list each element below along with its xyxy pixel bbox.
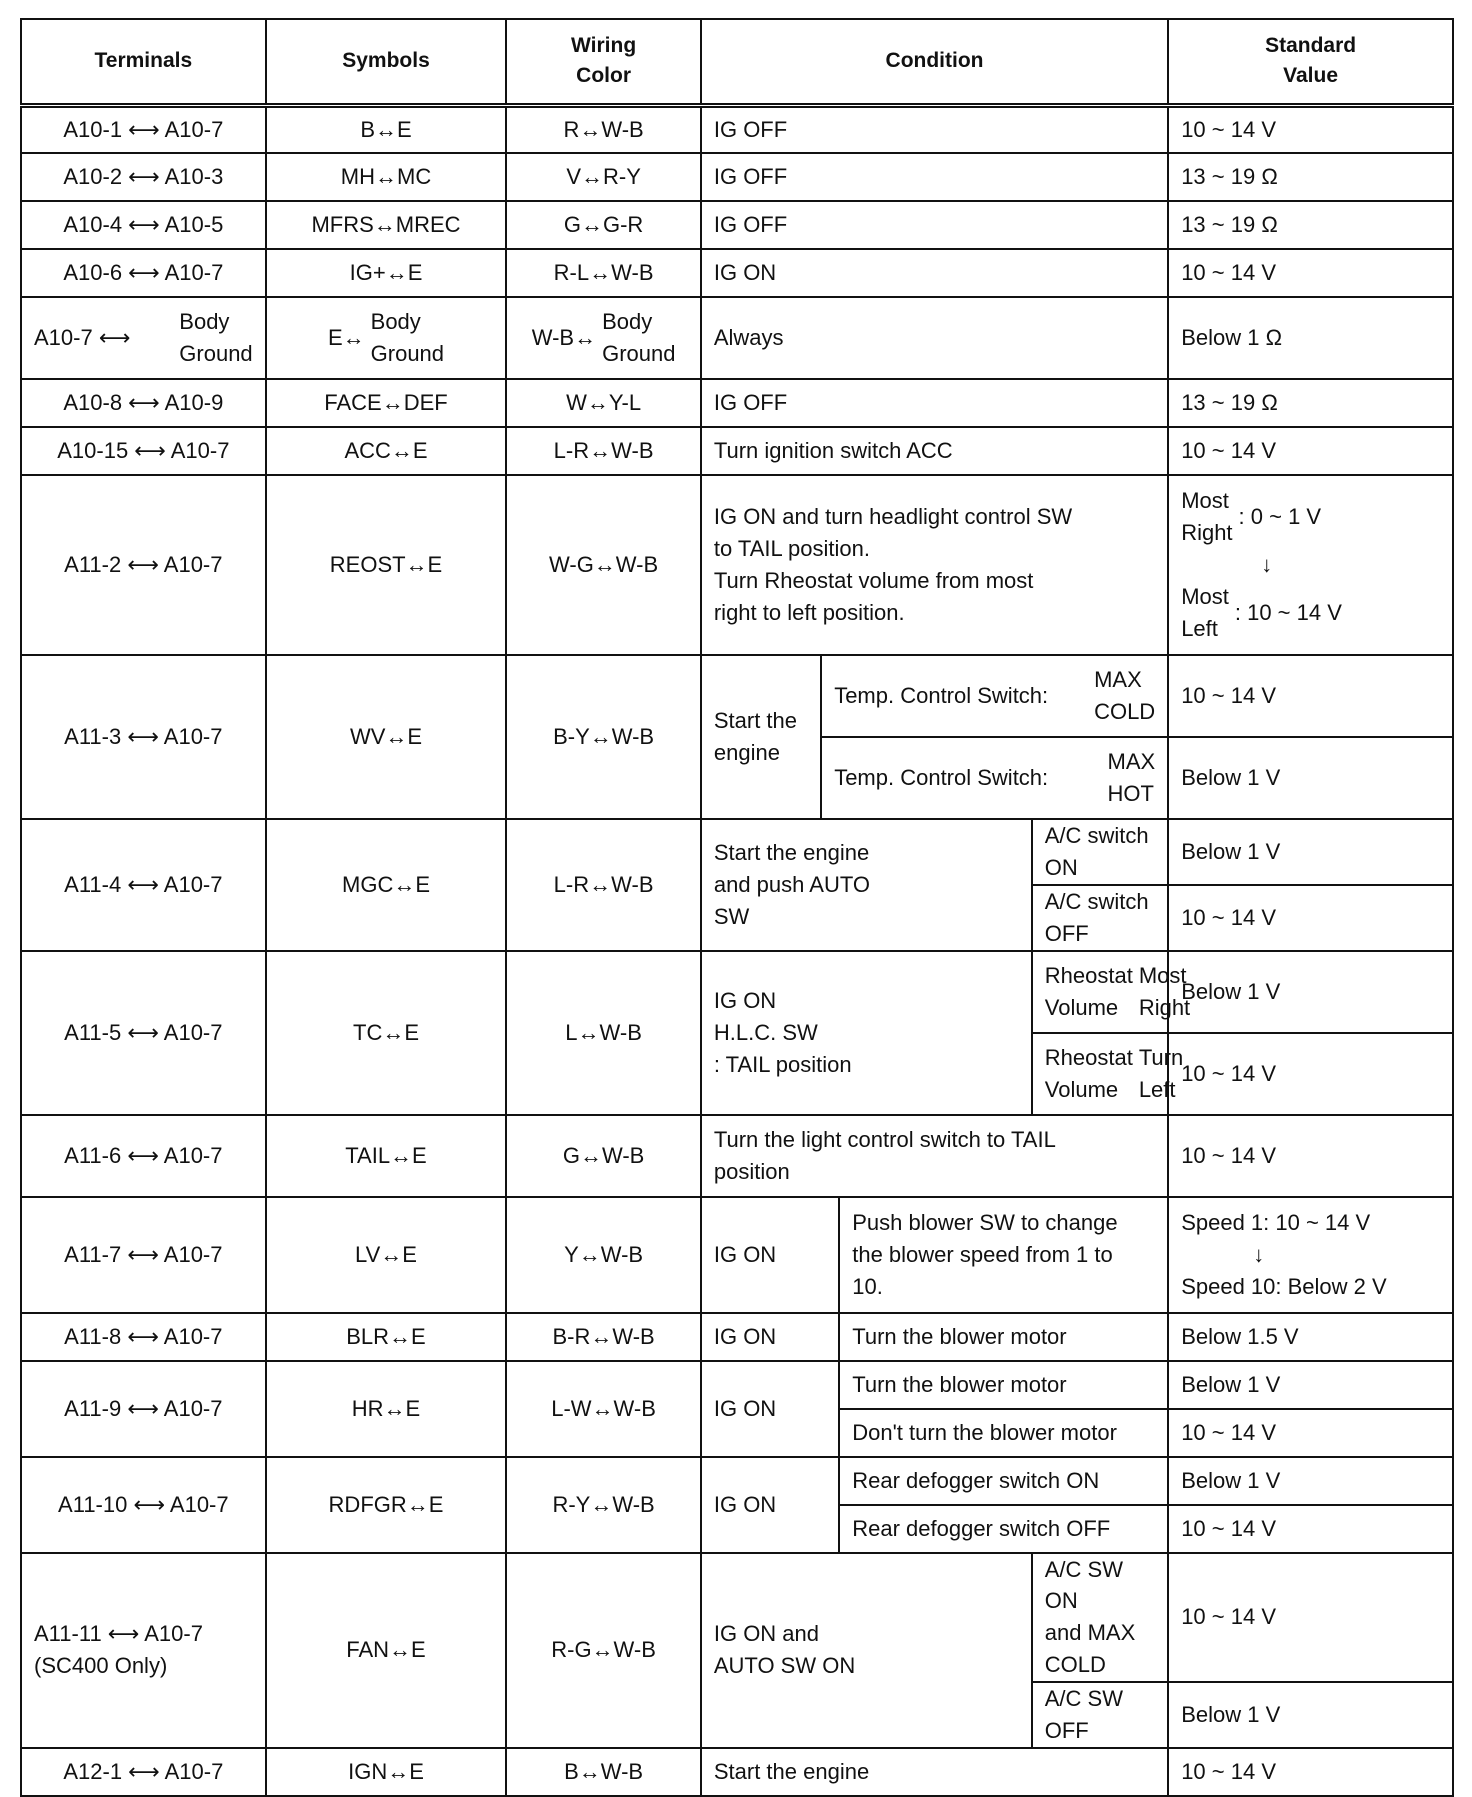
wiring-cell: R↔W-B (506, 105, 701, 153)
sub-label: Rheostat Volume (1044, 1044, 1133, 1102)
wiring-cell: W-G↔W-B (506, 475, 701, 655)
table-row (21, 475, 1453, 655)
symbol-cell: HR↔E (266, 1361, 507, 1457)
sub-condition-cell: Turn the blower motor (839, 1361, 1168, 1409)
value-cell: 13 ~ 19 Ω (1168, 201, 1453, 249)
wiring-cell: L-R↔W-B (506, 819, 701, 951)
terminal-cell: A10-1 ⟷ A10-7 (21, 105, 266, 153)
symbol-cell: MGC↔E (266, 819, 507, 951)
wiring-cell: R-Y↔W-B (506, 1457, 701, 1553)
symbol-cell: LV↔E (266, 1197, 507, 1313)
sub-label: Temp. Control Switch: (834, 683, 1049, 709)
sub-condition-cell: A/C SW ON and MAX COLD (1032, 1553, 1168, 1683)
table-row (21, 105, 1453, 153)
condition-cell: IG ON (701, 1361, 839, 1457)
symbol-cell: TAIL↔E (266, 1115, 507, 1197)
sub-label: Rheostat Volume (1044, 962, 1133, 1020)
table-row (21, 153, 1453, 201)
sub-condition-cell: Rear defogger switch OFF (839, 1505, 1168, 1553)
value-label-most-right: Most Right (1181, 488, 1233, 546)
symbol-cell: REOST↔E (266, 475, 507, 655)
table-row (21, 379, 1453, 427)
wiring-cell: Y↔W-B (506, 1197, 701, 1313)
sub-condition-cell: A/C switch OFF (1032, 885, 1168, 951)
symbol-cell: BLR↔E (266, 1313, 507, 1361)
terminal-cell: A11-8 ⟷ A10-7 (21, 1313, 266, 1361)
symbol-cell: FACE↔DEF (266, 379, 507, 427)
wiring-cell: B↔W-B (506, 1748, 701, 1796)
value-cell: Below 1 V (1168, 1457, 1453, 1505)
sub-state: Turn Left (1138, 1044, 1184, 1102)
terminal-cell: A10-2 ⟷ A10-3 (21, 153, 266, 201)
condition-cell: IG OFF (701, 379, 1168, 427)
terminal-inspection-table (20, 18, 1454, 1797)
sub-condition-cell: A/C SW OFF (1032, 1682, 1168, 1748)
sub-condition-cell (821, 737, 1168, 819)
table-row (21, 1313, 1453, 1361)
table-row (21, 655, 1453, 737)
value-most-left: : 10 ~ 14 V (1234, 599, 1342, 625)
header-symbols: Symbols (266, 19, 507, 105)
symbol-cell: FAN↔E (266, 1553, 507, 1748)
terminal-cell: A11-11 ⟷ A10-7 (SC400 Only) (21, 1553, 266, 1748)
value-cell: 10 ~ 14 V (1168, 1115, 1453, 1197)
condition-cell: Always (701, 297, 1168, 379)
wiring-cell: L-R↔W-B (506, 427, 701, 475)
sub-label: Temp. Control Switch: (834, 765, 1049, 791)
value-cell: Below 1 V (1168, 1682, 1453, 1748)
terminal-cell: A10-6 ⟷ A10-7 (21, 249, 266, 297)
terminal-cell (21, 297, 266, 379)
value-cell: 10 ~ 14 V (1168, 1748, 1453, 1796)
value-cell (1168, 475, 1453, 655)
value-cell: 10 ~ 14 V (1168, 1033, 1453, 1115)
sub-condition-cell (821, 655, 1168, 737)
terminal-b: Body Ground (179, 309, 253, 366)
condition-cell: Start the engine (701, 655, 821, 819)
table-row (21, 1197, 1453, 1313)
value-speed-10: Speed 10: Below 2 V (1181, 1273, 1387, 1299)
terminal-cell: A11-6 ⟷ A10-7 (21, 1115, 266, 1197)
value-cell: Below 1 V (1168, 951, 1453, 1033)
value-cell: 10 ~ 14 V (1168, 427, 1453, 475)
arrow-down-icon: ↓ (1261, 552, 1273, 578)
condition-cell: IG ON and turn headlight control SW to TAIL position. Turn Rheostat volume from most right to left position. (701, 475, 1168, 655)
condition-cell: Turn ignition switch ACC (701, 427, 1168, 475)
condition-cell: IG ON (701, 1313, 839, 1361)
wiring-cell: W↔Y-L (506, 379, 701, 427)
condition-cell: IG ON (701, 249, 1168, 297)
header-wiring-color: Wiring Color (506, 19, 701, 105)
value-cell: 13 ~ 19 Ω (1168, 379, 1453, 427)
header-condition: Condition (701, 19, 1168, 105)
value-cell: 10 ~ 14 V (1168, 1553, 1453, 1683)
terminal-cell: A11-9 ⟷ A10-7 (21, 1361, 266, 1457)
condition-cell: IG ON and AUTO SW ON (701, 1553, 1032, 1748)
sub-condition-cell: A/C switch ON (1032, 819, 1168, 885)
terminal-cell: A11-5 ⟷ A10-7 (21, 951, 266, 1115)
sub-state: MAX COLD (1094, 667, 1156, 724)
condition-cell: IG ON H.L.C. SW : TAIL position (701, 951, 1032, 1115)
terminal-cell: A11-7 ⟷ A10-7 (21, 1197, 266, 1313)
table-row (21, 1553, 1453, 1683)
terminal-cell: A10-15 ⟷ A10-7 (21, 427, 266, 475)
symbol-b: Body Ground (370, 309, 445, 366)
terminal-cell: A10-4 ⟷ A10-5 (21, 201, 266, 249)
sub-condition-cell: Turn the blower motor (839, 1313, 1168, 1361)
value-cell: Below 1 V (1168, 1361, 1453, 1409)
wiring-cell: G↔G-R (506, 201, 701, 249)
wiring-cell (506, 297, 701, 379)
value-cell: 10 ~ 14 V (1168, 1505, 1453, 1553)
value-cell: Below 1 V (1168, 819, 1453, 885)
value-cell (1168, 1197, 1453, 1313)
sub-state: Most Right (1138, 962, 1191, 1020)
table-row (21, 951, 1453, 1033)
condition-cell: IG OFF (701, 201, 1168, 249)
condition-cell: Turn the light control switch to TAIL position (701, 1115, 1168, 1197)
value-cell: 10 ~ 14 V (1168, 249, 1453, 297)
symbol-cell: MH↔MC (266, 153, 507, 201)
symbol-cell: TC↔E (266, 951, 507, 1115)
arrow-down-icon: ↓ (1253, 1241, 1265, 1267)
value-speed-1: Speed 1: 10 ~ 14 V (1181, 1209, 1371, 1235)
condition-cell: IG OFF (701, 105, 1168, 153)
terminal-a: A10-7 ⟷ (34, 325, 131, 351)
table-row (21, 297, 1453, 379)
condition-cell: IG ON (701, 1197, 839, 1313)
sub-condition-cell: Rear defogger switch ON (839, 1457, 1168, 1505)
table-row (21, 201, 1453, 249)
value-cell: Below 1.5 V (1168, 1313, 1453, 1361)
value-cell: 10 ~ 14 V (1168, 105, 1453, 153)
terminal-cell: A11-4 ⟷ A10-7 (21, 819, 266, 951)
wiring-cell: L↔W-B (506, 951, 701, 1115)
value-cell: 10 ~ 14 V (1168, 655, 1453, 737)
table-row (21, 1361, 1453, 1409)
value-cell: 10 ~ 14 V (1168, 1409, 1453, 1457)
symbol-cell: MFRS↔MREC (266, 201, 507, 249)
sub-condition-cell: Don't turn the blower motor (839, 1409, 1168, 1457)
table-row (21, 819, 1453, 885)
terminal-cell: A11-3 ⟷ A10-7 (21, 655, 266, 819)
value-cell: Below 1 Ω (1168, 297, 1453, 379)
table-row (21, 1748, 1453, 1796)
table-row (21, 249, 1453, 297)
terminal-cell: A11-10 ⟷ A10-7 (21, 1457, 266, 1553)
sub-condition-cell: Push blower SW to change the blower speed from 1 to 10. (839, 1197, 1168, 1313)
value-cell: 13 ~ 19 Ω (1168, 153, 1453, 201)
value-label-most-left: Most Left (1181, 583, 1229, 641)
value-most-right: : 0 ~ 1 V (1238, 504, 1322, 530)
sub-state: MAX HOT (1107, 749, 1156, 806)
symbol-cell: WV↔E (266, 655, 507, 819)
condition-cell: Start the engine (701, 1748, 1168, 1796)
symbol-cell: IG+↔E (266, 249, 507, 297)
terminal-cell: A11-2 ⟷ A10-7 (21, 475, 266, 655)
wiring-cell: B-Y↔W-B (506, 655, 701, 819)
symbol-cell: RDFGR↔E (266, 1457, 507, 1553)
symbol-cell (266, 297, 507, 379)
header-standard-value: Standard Value (1168, 19, 1453, 105)
terminal-cell: A12-1 ⟷ A10-7 (21, 1748, 266, 1796)
value-cell: Below 1 V (1168, 737, 1453, 819)
symbol-cell: ACC↔E (266, 427, 507, 475)
wiring-cell: B-R↔W-B (506, 1313, 701, 1361)
wiring-cell: G↔W-B (506, 1115, 701, 1197)
sub-condition-cell (1032, 1033, 1184, 1115)
sub-condition-cell (1032, 951, 1191, 1033)
table-row (21, 1115, 1453, 1197)
symbol-cell: B↔E (266, 105, 507, 153)
header-terminals: Terminals (21, 19, 266, 105)
value-cell: 10 ~ 14 V (1168, 885, 1453, 951)
wiring-cell: R-G↔W-B (506, 1553, 701, 1748)
table-row (21, 427, 1453, 475)
wiring-cell: L-W↔W-B (506, 1361, 701, 1457)
wiring-b: Body Ground (602, 309, 676, 366)
wiring-cell: R-L↔W-B (506, 249, 701, 297)
wiring-cell: V↔R-Y (506, 153, 701, 201)
condition-cell: Start the engine and push AUTO SW (701, 819, 1032, 951)
condition-cell: IG ON (701, 1457, 839, 1553)
symbol-a: E↔ (327, 325, 365, 351)
symbol-cell: IGN↔E (266, 1748, 507, 1796)
condition-cell: IG OFF (701, 153, 1168, 201)
wiring-a: W-B↔ (531, 325, 597, 351)
table-row (21, 1457, 1453, 1505)
terminal-cell: A10-8 ⟷ A10-9 (21, 379, 266, 427)
